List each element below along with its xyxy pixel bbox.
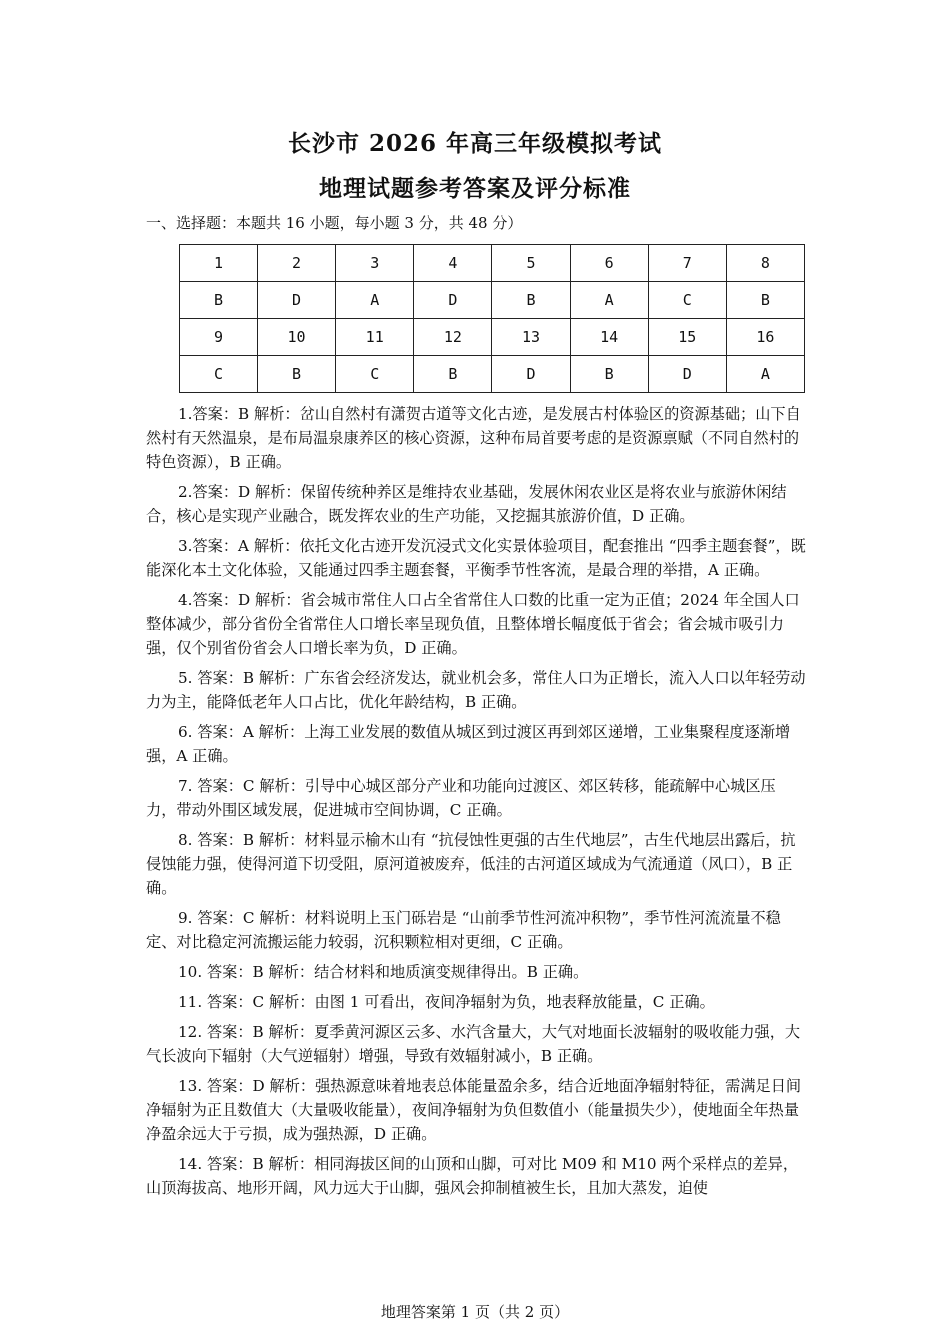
answer-explanation: 10. 答案：B 解析：结合材料和地质演变规律得出。B 正确。 [178, 963, 589, 981]
question-number-cell: 1 [180, 245, 258, 282]
question-number-cell: 11 [336, 319, 414, 356]
question-number-cell: 4 [414, 245, 492, 282]
question-number-cell: 8 [726, 245, 804, 282]
question-number-cell: 16 [726, 319, 804, 356]
answer-explanation: 5. 答案：B 解析：广东省会经济发达，就业机会多，常住人口为正增长，流入人口以年轻劳动力为主，能降低老年人口占比，优化年龄结构，B 正确。 [146, 669, 806, 711]
answer-explanation: 8. 答案：B 解析：材料显示榆木山有 “抗侵蚀性更强的古生代地层”，古生代地层出露后，抗侵蚀能力强，使得河道下切受阻，原河道被废弃，低洼的古河道区域成为气流通道（风口），B 正确。 [146, 831, 796, 897]
question-number-cell: 5 [492, 245, 570, 282]
answer-cell: C [180, 356, 258, 393]
question-number-cell: 2 [258, 245, 336, 282]
answer-cell: D [414, 282, 492, 319]
question-number-cell: 14 [570, 319, 648, 356]
answer-explanation: 7. 答案：C 解析：引导中心城区部分产业和功能向过渡区、郊区转移，能疏解中心城区压力，带动外围区域发展，促进城市空间协调，C 正确。 [146, 777, 776, 819]
question-number-cell: 6 [570, 245, 648, 282]
answer-explanation: 12. 答案：B 解析：夏季黄河源区云多、水汽含量大，大气对地面长波辐射的吸收能力强，大气长波向下辐射（大气逆辐射）增强，导致有效辐射减小，B 正确。 [146, 1023, 801, 1065]
answer-cell: C [336, 356, 414, 393]
answer-cell: B [414, 356, 492, 393]
answer-explanation: 4.答案：D 解析：省会城市常住人口占全省常住人口数的比重一定为正值；2024 年全国人口整体减少，部分省份全省常住人口增长率呈现负值，且整体增长幅度低于省会；省会城市吸引力强，仅个别省份省会人口增长率为负，D 正确。 [146, 591, 800, 657]
answer-cell: B [726, 282, 804, 319]
answer-table [179, 244, 805, 393]
answer-cell: D [648, 356, 726, 393]
question-number-cell: 15 [648, 319, 726, 356]
answer-explanation: 9. 答案：C 解析：材料说明上玉门砾岩是 “山前季节性河流冲积物”，季节性河流流量不稳定、对比稳定河流搬运能力较弱，沉积颗粒相对更细，C 正确。 [146, 909, 781, 951]
question-number-cell: 13 [492, 319, 570, 356]
answer-cell: D [492, 356, 570, 393]
question-number-cell: 3 [336, 245, 414, 282]
answer-cell: B [258, 356, 336, 393]
question-number-cell: 10 [258, 319, 336, 356]
answer-row [180, 282, 805, 319]
answer-explanation: 6. 答案：A 解析：上海工业发展的数值从城区到过渡区再到郊区递增，工业集聚程度逐渐增强，A 正确。 [146, 723, 791, 765]
answer-cell: D [258, 282, 336, 319]
answer-explanation: 3.答案：A 解析：依托文化古迹开发沉浸式文化实景体验项目，配套推出 “四季主题套餐”，既能深化本土文化体验，又能通过四季主题套餐，平衡季节性客流，是最合理的举措，A 正确。 [146, 537, 806, 579]
answer-cell: B [570, 356, 648, 393]
answer-cell: A [336, 282, 414, 319]
question-number-cell: 7 [648, 245, 726, 282]
document-subtitle: 地理试题参考答案及评分标准 [319, 175, 631, 202]
question-number-row [180, 319, 805, 356]
answer-explanation: 13. 答案：D 解析：强热源意味着地表总体能量盈余多，结合近地面净辐射特征，需满足日间净辐射为正且数值大（大量吸收能量），夜间净辐射为负但数值小（能量损失少），使地面全年热量净盈余远大于亏损，成为强热源，D 正确。 [146, 1077, 802, 1143]
answer-explanation: 1.答案：B 解析：岔山自然村有潇贺古道等文化古迹，是发展古村体验区的资源基础；山下自然村有天然温泉，是布局温泉康养区的核心资源，这种布局首要考虑的是资源禀赋（不同自然村的特色资源），B 正确。 [146, 405, 801, 471]
question-number-row [180, 245, 805, 282]
section-heading: 一、选择题：本题共 16 小题，每小题 3 分，共 48 分） [146, 214, 523, 232]
answer-explanations [146, 402, 806, 1206]
answer-explanation: 14. 答案：B 解析：相同海拔区间的山顶和山脚，可对比 M09 和 M10 两个采样点的差异，山顶海拔高、地形开阔，风力远大于山脚，强风会抑制植被生长，且加大蒸发，迫使 [146, 1155, 799, 1197]
answer-row [180, 356, 805, 393]
answer-cell: B [180, 282, 258, 319]
question-number-cell: 12 [414, 319, 492, 356]
page-footer: 地理答案第 1 页（共 2 页） [380, 1303, 570, 1321]
answer-cell: C [648, 282, 726, 319]
answer-explanation: 2.答案：D 解析：保留传统种养区是维持农业基础，发展休闲农业区是将农业与旅游休闲结合，核心是实现产业融合，既发挥农业的生产功能，又挖掘其旅游价值，D 正确。 [146, 483, 787, 525]
answer-cell: A [570, 282, 648, 319]
document-title: 长沙市 2026 年高三年级模拟考试 [287, 130, 663, 157]
answer-explanation: 11. 答案：C 解析：由图 1 可看出，夜间净辐射为负，地表释放能量，C 正确。 [178, 993, 715, 1011]
answer-cell: B [492, 282, 570, 319]
question-number-cell: 9 [180, 319, 258, 356]
answer-cell: A [726, 356, 804, 393]
